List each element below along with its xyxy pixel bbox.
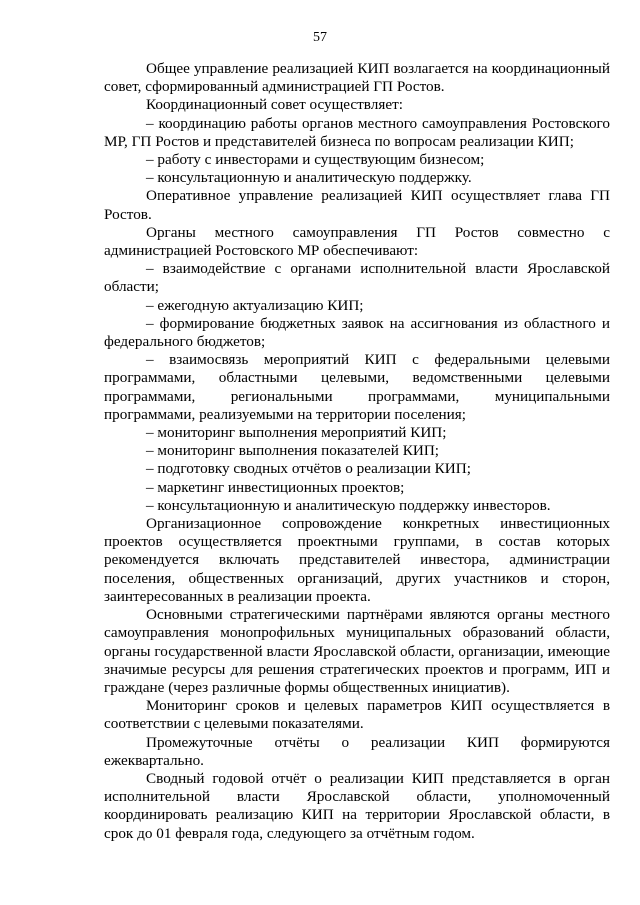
paragraph-project-support: Организационное сопровождение конкретных инвестиционных проектов осуществляется проектными группами, в состав которых рекомендуется включать представителей инвестора, администрации поселения, общественных организаций, других участников и сторон, заинтересованных в реализации проекта. [104,515,610,605]
page-number: 57 [313,30,327,45]
paragraph-strategic-partners: Основными стратегическими партнёрами являются органы местного самоуправления монопрофильных муниципальных образований области, органы государственной власти Ярославской области, организации, имеющие значимые ресурсы для решения стратегических проектов и программ, ИП и граждане (через различные формы общественных инициатив). [104,606,610,696]
list-item-consulting: – консультационную и аналитическую поддержку. [146,169,472,187]
list-item-budget-requests: – формирование бюджетных заявок на ассигнования из областного и федерального бюджетов; [104,314,610,351]
list-item-monitoring-activities: – мониторинг выполнения мероприятий КИП; [146,424,447,442]
list-item-investor-support: – консультационную и аналитическую поддержку инвесторов. [146,496,551,514]
list-item-program-linkage: – взаимосвязь мероприятий КИП с федеральными целевыми программами, областными целевыми, ведомственными целевыми программами, региональными программами, муниципальными программами, реализуемыми на территории поселения; [104,351,610,423]
list-item-coordination: – координацию работы органов местного самоуправления Ростовского МР, ГП Ростов и представителей бизнеса по вопросам реализации КИП; [104,114,610,150]
list-item-marketing: – маркетинг инвестиционных проектов; [146,478,405,496]
paragraph-general-management: Общее управление реализацией КИП возлагается на координационный совет, сформированный администрацией ГП Ростов. [104,60,610,96]
paragraph-interim-reports: Промежуточные отчёты о реализации КИП формируются ежеквартально. [104,733,610,769]
list-item-summary-reports: – подготовку сводных отчётов о реализации КИП; [146,460,471,478]
list-item-investors: – работу с инвесторами и существующим бизнесом; [146,151,485,169]
paragraph-local-government: Органы местного самоуправления ГП Ростов совместно с администрацией Ростовского МР обеспечивают: [104,223,610,260]
list-item-monitoring-indicators: – мониторинг выполнения показателей КИП; [146,442,440,460]
paragraph-annual-report: Сводный годовой отчёт о реализации КИП представляется в орган исполнительной власти Ярославской области, уполномоченный координировать реализацию КИП на территории Ярославской области, в срок до 01 февраля года, следующего за отчётным годом. [104,769,610,842]
paragraph-monitoring: Мониторинг сроков и целевых параметров КИП осуществляется в соответствии с целевыми показателями. [104,697,610,733]
list-item-interaction: – взаимодействие с органами исполнительной власти Ярославской области; [104,260,610,296]
list-item-annual-update: – ежегодную актуализацию КИП; [146,296,364,314]
body-text [104,60,610,843]
paragraph-operational-management: Оперативное управление реализацией КИП осуществляет глава ГП Ростов. [104,187,610,223]
paragraph-council-intro: Координационный совет осуществляет: [146,96,403,114]
